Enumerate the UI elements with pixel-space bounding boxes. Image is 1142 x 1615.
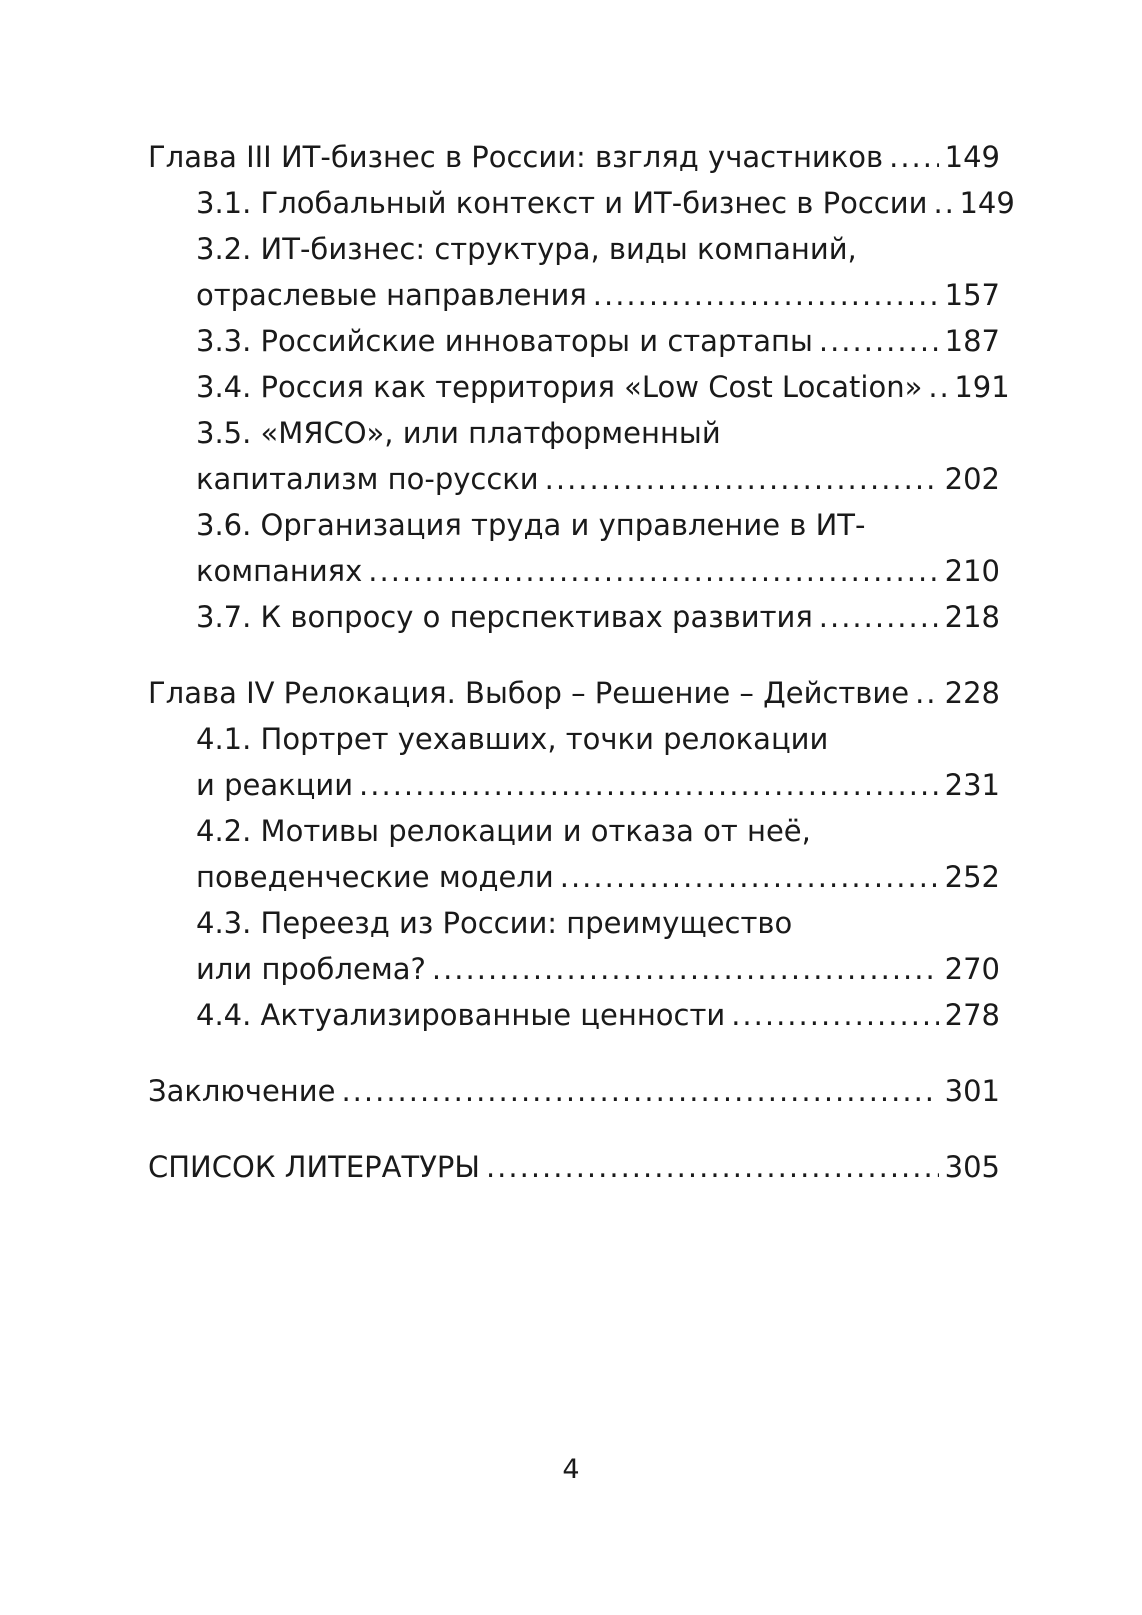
dot-leader [819, 594, 939, 640]
toc-entry-4-1[interactable] [148, 762, 1000, 808]
dot-leader [731, 992, 938, 1038]
toc-entry-chapter-3[interactable] [148, 134, 1000, 180]
toc-entry-3-2-line1[interactable]: 3.2. ИТ-бизнес: структура, виды компаний, [196, 232, 857, 266]
toc-entry-title: Заключение [148, 1074, 336, 1108]
dot-leader [915, 670, 939, 716]
toc-entry-page: 202 [944, 462, 1000, 496]
toc-entry-page: 305 [944, 1150, 1000, 1184]
dot-leader [368, 548, 938, 594]
toc-entry-title: или проблема? [196, 952, 426, 986]
dot-leader [593, 272, 939, 318]
dot-leader [341, 1068, 938, 1114]
toc-entry-page: 187 [944, 324, 1000, 358]
toc-entry-title: Глава III ИТ-бизнес в России: взгляд участников [148, 140, 884, 174]
toc-entry-3-5[interactable] [148, 456, 1000, 502]
toc-entry-title: отраслевые направления [196, 278, 587, 312]
toc-entry-title: 3.1. Глобальный контекст и ИТ-бизнес в России [196, 186, 928, 220]
toc-entry-title: Глава IV Релокация. Выбор – Решение – Действие [148, 676, 910, 710]
dot-leader [560, 854, 939, 900]
toc-entry-3-6-line1[interactable]: 3.6. Организация труда и управление в ИТ- [196, 508, 866, 542]
toc-entry-title: капитализм по-русски [196, 462, 539, 496]
toc-entry-title: 3.7. К вопросу о перспективах развития [196, 600, 813, 634]
toc-entry-page: 270 [944, 952, 1000, 986]
section-gap [148, 1114, 1000, 1144]
toc-entry-page: 157 [944, 278, 1000, 312]
toc-entry-title: 3.3. Российские инноваторы и стартапы [196, 324, 813, 358]
toc-entry-page: 228 [944, 676, 1000, 710]
toc-entry-4-4[interactable] [148, 992, 1000, 1038]
toc-entry-title: 4.4. Актуализированные ценности [196, 998, 726, 1032]
dot-leader [933, 180, 953, 226]
toc-entry-page: 252 [944, 860, 1000, 894]
dot-leader [819, 318, 939, 364]
toc-entry-4-1-line1[interactable]: 4.1. Портрет уехавших, точки релокации [196, 722, 829, 756]
toc-entry-title: компаниях [196, 554, 363, 588]
toc-entry-page: 301 [944, 1074, 1000, 1108]
toc-entry-4-2[interactable] [148, 854, 1000, 900]
toc-entry-3-5-line1[interactable]: 3.5. «МЯСО», или платформенный [196, 416, 721, 450]
dot-leader [889, 134, 939, 180]
table-of-contents [148, 134, 1015, 1190]
toc-entry-page: 278 [944, 998, 1000, 1032]
toc-entry-conclusion[interactable] [148, 1068, 1000, 1114]
dot-leader [432, 946, 939, 992]
dot-leader [928, 364, 948, 410]
dot-leader [486, 1144, 939, 1190]
toc-entry-page: 231 [944, 768, 1000, 802]
toc-entry-4-2-line1[interactable]: 4.2. Мотивы релокации и отказа от неё, [196, 814, 811, 848]
toc-entry-3-7[interactable] [148, 594, 1000, 640]
toc-entry-title: поведенческие модели [196, 860, 554, 894]
toc-entry-4-3[interactable] [148, 946, 1000, 992]
dot-leader [545, 456, 939, 502]
toc-entry-page: 218 [944, 600, 1000, 634]
toc-entry-3-1[interactable] [148, 180, 1015, 226]
toc-entry-3-2[interactable] [148, 272, 1000, 318]
toc-entry-title: и реакции [196, 768, 354, 802]
section-gap [148, 640, 1000, 670]
toc-entry-page: 149 [944, 140, 1000, 174]
toc-entry-3-3[interactable] [148, 318, 1000, 364]
page-number: 4 [562, 1454, 580, 1485]
dot-leader [359, 762, 939, 808]
section-gap [148, 1038, 1000, 1068]
toc-entry-page: 210 [944, 554, 1000, 588]
toc-entry-references[interactable] [148, 1144, 1000, 1190]
toc-entry-chapter-4[interactable] [148, 670, 1000, 716]
toc-entry-3-6[interactable] [148, 548, 1000, 594]
toc-entry-title: 3.4. Россия как территория «Low Cost Location» [196, 370, 923, 404]
toc-entry-title: СПИСОК ЛИТЕРАТУРЫ [148, 1150, 480, 1184]
toc-entry-page: 191 [954, 370, 1010, 404]
toc-entry-page: 149 [959, 186, 1015, 220]
toc-entry-3-4[interactable] [148, 364, 1010, 410]
toc-entry-4-3-line1[interactable]: 4.3. Переезд из России: преимущество [196, 906, 793, 940]
